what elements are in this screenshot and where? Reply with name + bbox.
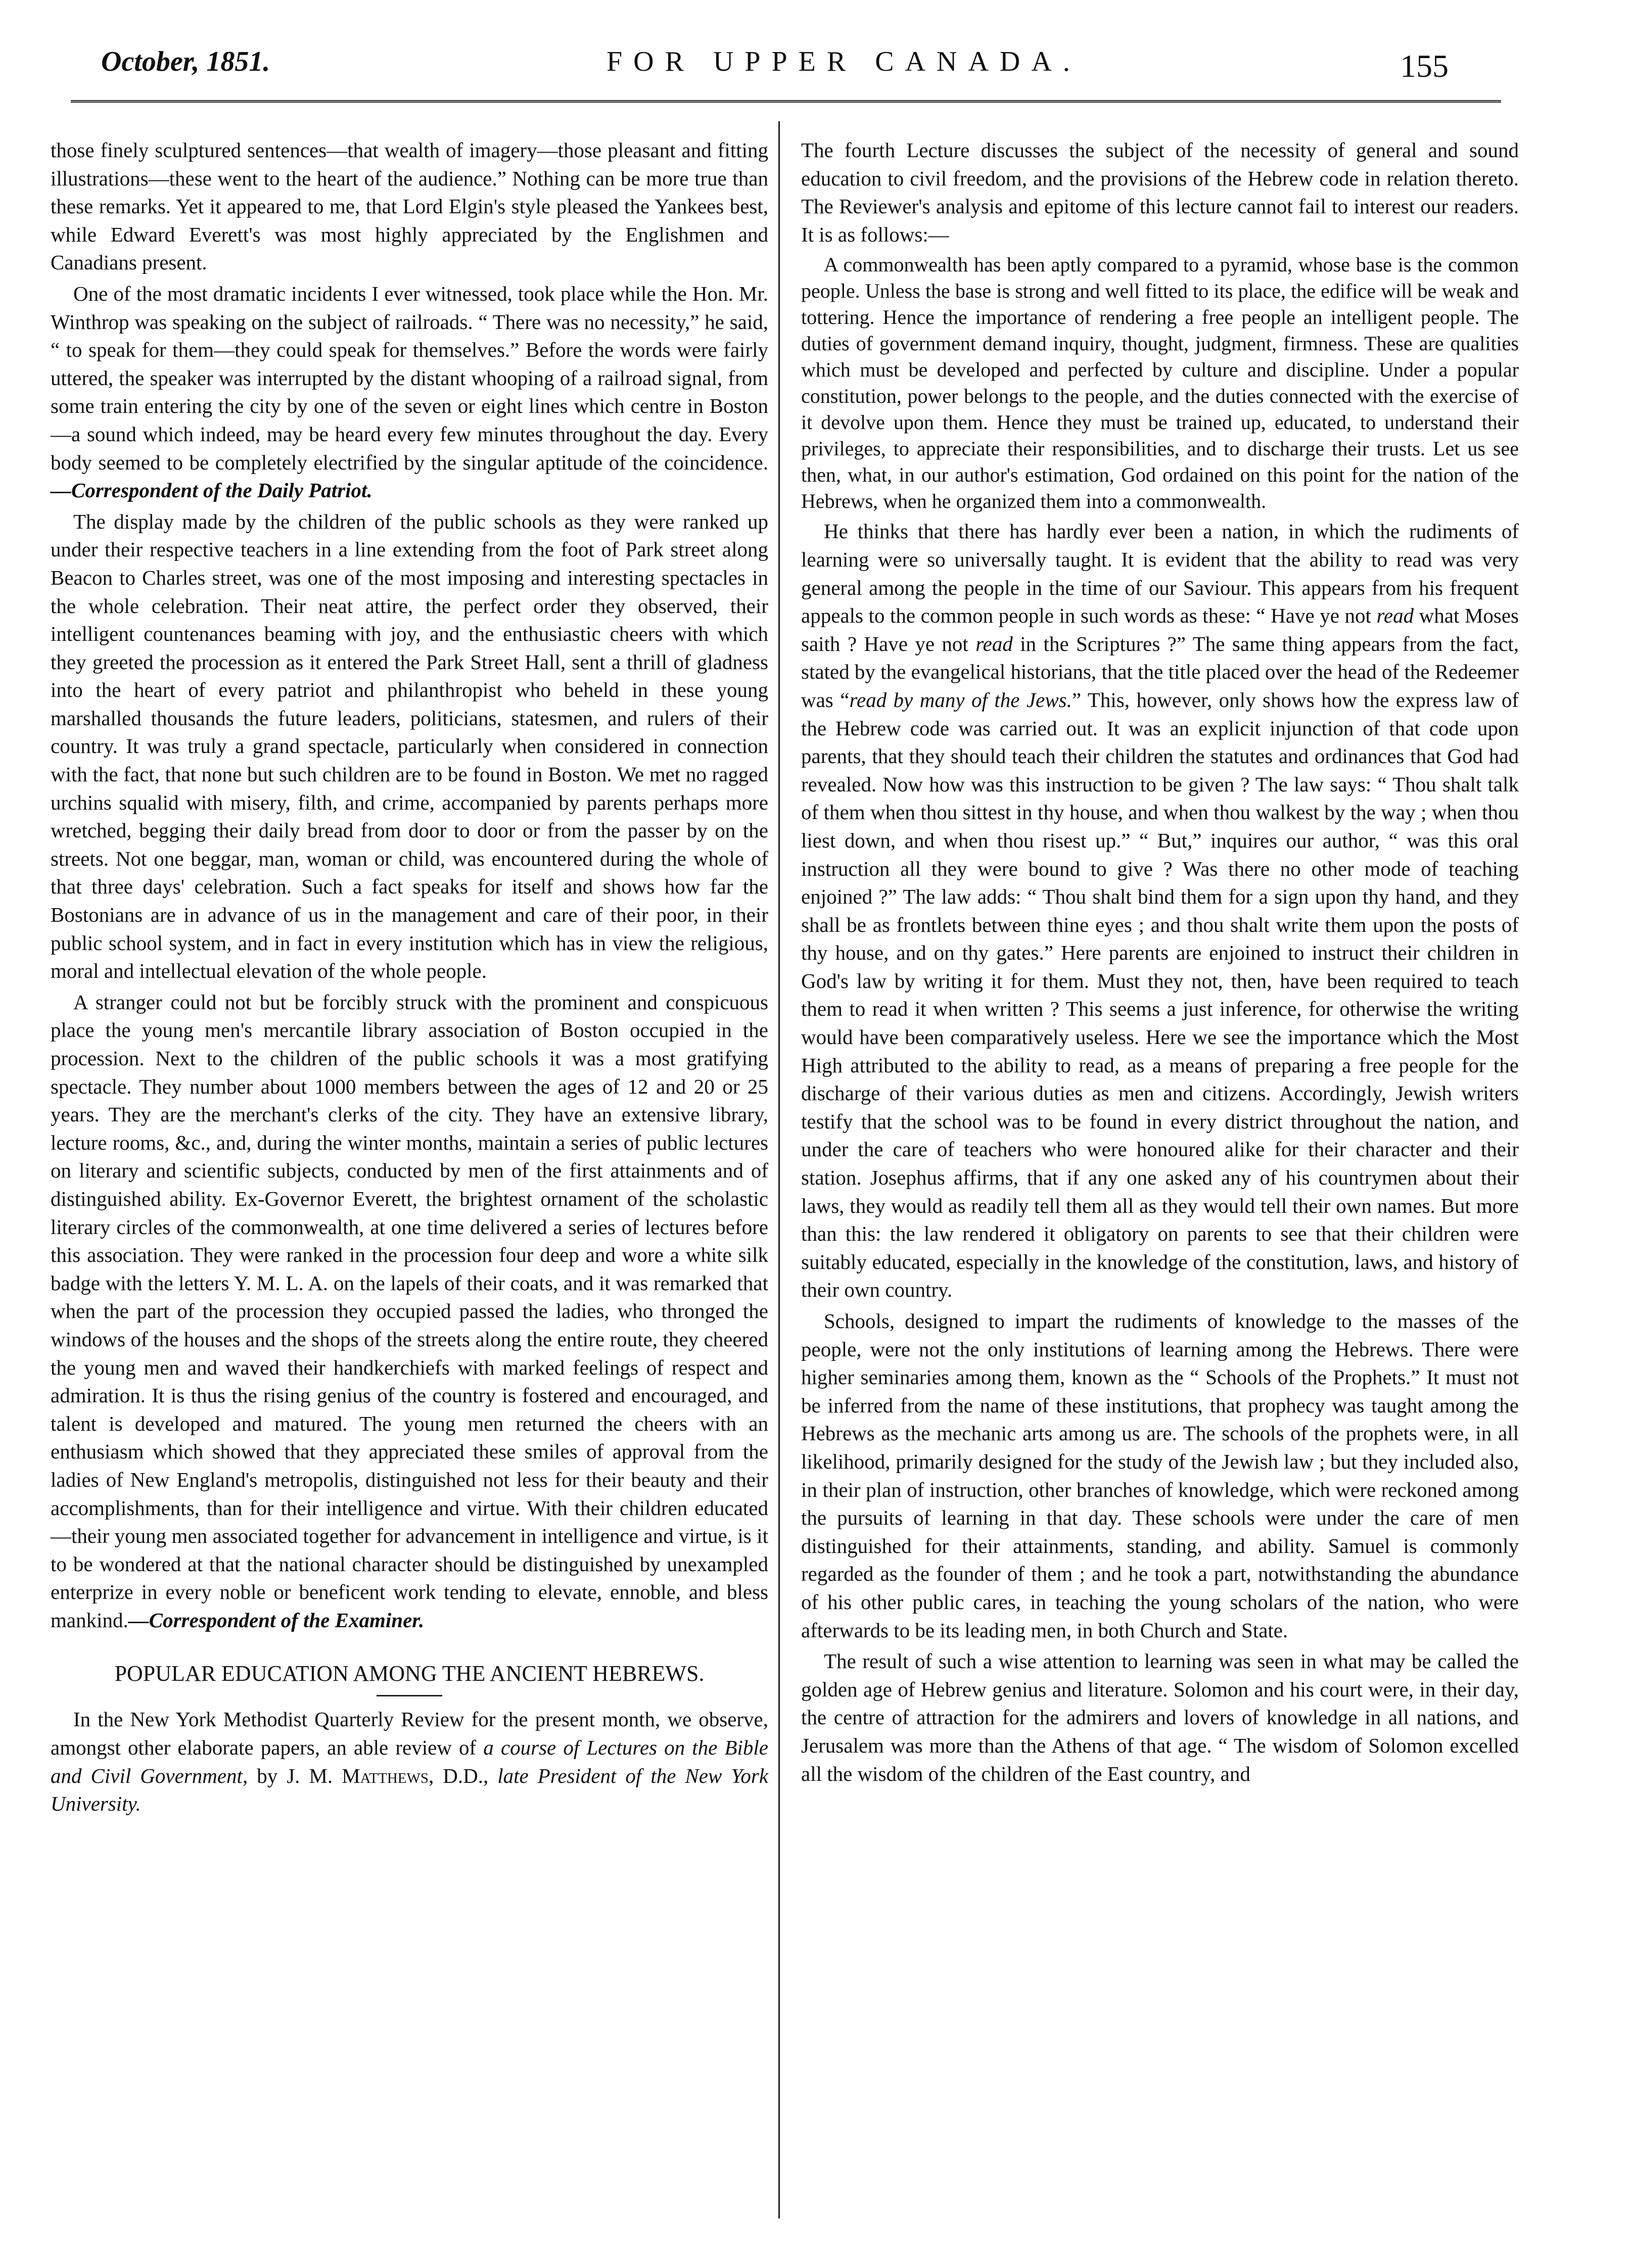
paragraph: The result of such a wise attention to learning was seen in what may be called the golden age of Hebrew genius and literature. Solomon and his court were, in their day, the centre of attraction for the admirers and lovers of knowledge in all nations, and Jerusalem was more than the Athens of that age. “ The wisdom of Solomon excelled all the wisdom of the children of the East country, and bbox=[801, 1649, 1519, 1785]
emphasis: read bbox=[975, 632, 1013, 655]
book-title: a course of Lectures on the Bible and Civil Government, bbox=[51, 1736, 768, 1787]
title-rule bbox=[377, 1695, 442, 1696]
paragraph-text: ” This, however, only shows how the express law of the Hebrew code was carried out. It was an explicit injunction of that code upon parents, that they should teach their children the statutes and ordinances that God had revealed. Now how was this instruction to be given ? The law says: “ Thou shalt talk of them when thou sittest in thy house, and when thou walkest by the way ; when thou liest down, and when thou risest up.” “ But,” inquires our author, “ was this oral instruction all they were bound to give ? Was there no other mode of teaching enjoined ?” The law adds: “ Thou shalt bind them for a sign upon thy hand, and they shall be as frontlets between thine eyes ; and thou shalt write them upon the posts of thy house, and on thy gates.” Here parents are enjoined to instruct their children in God's law by writing it for them. Must they not, then, have been required to teach them to read it when written ? This seems a just inference, for otherwise the writing would have been comparatively useless. Here we see the importance which the Most High attributed to the ability to read, as a means of preparing a free people for the discharge of their various duties as men and citizens. Accordingly, Jewish writers testify that the school was to be found in every district throughout the nation, and under the care of teachers who were honoured alike for their character and their station. Josephus affirms, that if any one asked any of his countrymen about their laws, they would as readily tell them all as they would tell their own names. But more than this: the law rendered it obligatory on parents to see that their children were suitably educated, especially in the knowledge of the constitution, laws, and history of their own country. bbox=[801, 688, 1519, 1302]
paragraph: The display made by the children of the public schools as they were ranked up under their respective teachers in a line extending from the foot of Park street along Beacon to Charles street, was one of the most imposing and interesting spectacles in the whole celebration. Their neat attire, the perfect order they observed, their intelligent countenances beaming with joy, and the enthusiastic cheers with which they greeted the procession as it entered the Park Street Hall, sent a thrill of gladness into the heart of every patriot and philanthropist who beheld in these young marshalled thousands the future leaders, politicians, statesmen, and rulers of their country. It was truly a grand spectacle, particularly when considered in connection with the fact, that none but such children are to be found in Boston. We met no ragged urchins squalid with misery, filth, and crime, accompanied by parents perhaps more wretched, begging their daily bread from door to door or from the passer by on the streets. Not one beggar, man, woman or child, was encountered during the whole of that three days' celebration. Such a fact speaks for itself and shows how far the Bostonians are in advance of us in the management and care of their poor, in their public school system, and in fact in every institution which has in view the religious, moral and intellectual elevation of the whole people. bbox=[51, 509, 768, 983]
attribution: —Correspondent of the Daily Patriot. bbox=[51, 479, 372, 502]
emphasis: read by many of the Jews. bbox=[849, 688, 1072, 712]
page-number: 155 bbox=[1400, 48, 1449, 84]
section-title: POPULAR EDUCATION AMONG THE ANCIENT HEBREWS. bbox=[114, 1661, 705, 1686]
left-column bbox=[51, 136, 768, 1821]
paragraph-text: by J. M. bbox=[257, 1764, 333, 1787]
header-rule bbox=[71, 100, 1501, 103]
paragraph-text: One of the most dramatic incidents I ever witnessed, took place while the Hon. Mr. Winthrop was speaking on the subject of railroads. “ There was no necessity,” he said, “ to speak for them—they could speak for themselves.” Before the words were fairly uttered, the speaker was interrupted by the distant whooping of a railroad signal, from some train entering the city by one of the seven or eight lines which centre in Boston—a sound which indeed, may be heard every few minutes throughout the day. Every body seemed to be completely electrified by the singular aptitude of the coincidence. bbox=[51, 281, 768, 474]
paragraph: those finely sculptured sentences—that wealth of imagery—those pleasant and fitting illustrations—these went to the heart of the audience.” Nothing can be more true than these remarks. Yet it appeared to me, that Lord Elgin's style pleased the Yankees best, while Edward Everett's was most highly appreciated by the Englishmen and Canadians present. bbox=[51, 138, 768, 274]
paragraph-text: what Moses saith ? Have ye not bbox=[801, 604, 1519, 655]
right-column bbox=[801, 136, 1519, 1791]
paragraph-text: A stranger could not but be forcibly struck with the prominent and conspicuous place the young men's mercantile library association of Boston occupied in the procession. Next to the children of the public schools it was a most gratifying spectacle. They number about 1000 members between the ages of 12 and 20 or 25 years. They are the merchant's clerks of the city. They have an extensive library, lecture rooms, &c., and, during the winter months, maintain a series of public lectures on literary and scientific subjects, conducted by men of the first attainments and of distinguished ability. Ex-Governor Everett, the brightest ornament of the scholastic literary circles of the commonwealth, at one time delivered a series of lectures before this association. They were ranked in the procession four deep and wore a white silk badge with the letters Y. M. L. A. on the lapels of their coats, and it was remarked that when the part of the procession they occupied passed the ladies, who thronged the windows of the houses and the shops of the streets along the entire route, they cheered the young men and waved their handkerchiefs with marked feelings of respect and admiration. It is thus the rising genius of the country is fostered and encouraged, and talent is developed and matured. The young men returned the cheers with an enthusiasm which showed that they appreciated these smiles of approval from the ladies of New England's metropolis, distinguished not less for their beauty and their accomplishments, than for their intelligence and virtue. With their children educated—their young men associated together for advancement in intelligence and virtue, is it to be wondered at that the national character should be distinguished by unexampled enterprize in every noble or beneficent work tending to elevate, ennoble, and bless mankind. bbox=[51, 990, 768, 1632]
quoted-paragraph: A commonwealth has been aptly compared to a pyramid, whose base is the common people. Unless the base is strong and well fitted to its place, the edifice will be weak and tottering. Hence the importance of rendering a free people an intelligent people. The duties of government demand inquiry, thought, judgment, firmness. These are qualities which must be developed and perfected by culture and discipline. Under a popular constitution, power belongs to the people, and the duties connected with the exercise of it devolve upon them. Hence they must be trained up, educated, to understand their privileges, to appreciate their responsibilities, and to discharge their trusts. Let us see then, what, in our author's estimation, God ordained on this point for the nation of the Hebrews, when he organized them into a commonwealth. bbox=[801, 253, 1519, 513]
paragraph-text: In the New York Methodist Quarterly Review for the present month, we observe, amongst other elaborate papers, an able review of bbox=[51, 1708, 768, 1760]
running-head bbox=[0, 40, 1631, 96]
paragraph-text: He thinks that there has hardly ever been a nation, in which the rudiments of learning were so universally taught. It is evident that the ability to read was very general among the people in the time of our Saviour. This appears from his frequent appeals to the common people in such words as these: “ Have ye not bbox=[801, 519, 1519, 628]
author-title: late President of the New York University. bbox=[51, 1764, 769, 1816]
paragraph: Schools, designed to impart the rudiments of knowledge to the masses of the people, were not the only institutions of learning among the Hebrews. There were higher seminaries among them, known as the “ Schools of the Prophets.” It must not be inferred from the name of these institutions, that prophecy was taught among the Hebrews as the mechanic arts among us are. The schools of the prophets were, in all likelihood, primarily designed for the study of the Jewish law ; but they included also, in their plan of instruction, other branches of knowledge, which were reckoned among the pursuits of learning in that day. These schools were under the care of men distinguished for their attainments, standing, and ability. Samuel is commonly regarded as the founder of them ; and he took a part, notwithstanding the abundance of his other public cares, in teaching the young scholars of the nation, who were afterwards to be its leading men, in both Church and State. bbox=[801, 1309, 1519, 1642]
paragraph bbox=[51, 988, 768, 1635]
attribution: —Correspondent of the Examiner. bbox=[128, 1608, 425, 1632]
paragraph bbox=[51, 1706, 768, 1818]
author-degree: D.D., bbox=[443, 1764, 489, 1787]
paragraph-text: in the Scriptures ?” The same thing appears from the fact, stated by the evangelical historians, that the title placed over the head of the Redeemer was “ bbox=[801, 632, 1519, 712]
issue-date: October, 1851. bbox=[101, 46, 270, 77]
paragraph bbox=[801, 517, 1519, 1304]
paragraph bbox=[51, 280, 768, 505]
paragraph: The fourth Lecture discusses the subject of the necessity of general and sound education to civil freedom, and the provisions of the Hebrew code in relation thereto. The Reviewer's analysis and epitome of this lecture cannot fail to interest our readers. It is as follows:— bbox=[801, 138, 1519, 246]
publication-title: FOR UPPER CANADA. bbox=[607, 46, 1081, 77]
column-rule bbox=[778, 121, 780, 2218]
author-name: Matthews, bbox=[342, 1764, 434, 1787]
emphasis: read bbox=[1376, 604, 1414, 628]
